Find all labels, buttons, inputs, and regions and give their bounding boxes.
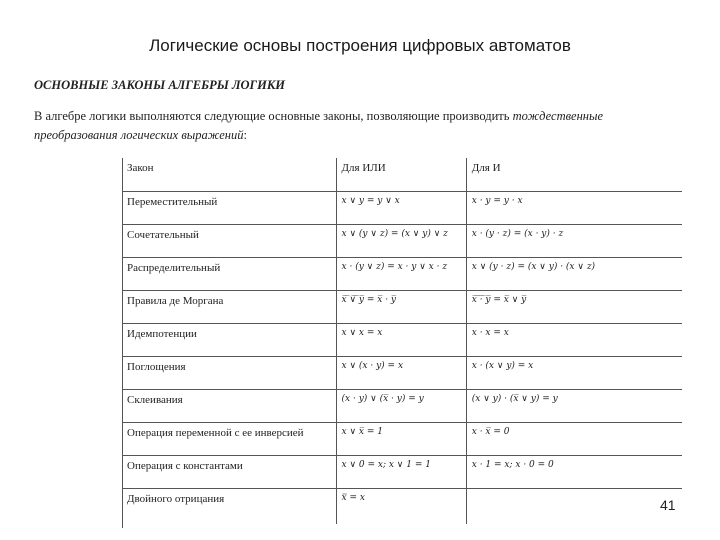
or-formula: x ∨ (x · y) = x — [336, 356, 466, 389]
page-number: 41 — [660, 497, 676, 513]
or-formula: x ∨ x = x — [336, 323, 466, 356]
table-row — [122, 422, 682, 455]
table-header-row — [122, 158, 682, 191]
or-formula: x · (y ∨ z) = x · y ∨ x · z — [336, 257, 466, 290]
and-formula: x · x̅ = 0 — [466, 422, 682, 455]
or-formula: x ∨ x̅ = 1 — [336, 422, 466, 455]
table-row — [122, 224, 682, 257]
law-name: Идемпотенции — [122, 323, 336, 356]
and-formula: x · x = x — [466, 323, 682, 356]
law-name: Распределительный — [122, 257, 336, 290]
table-row — [122, 323, 682, 356]
and-formula: x · (y · z) = (x · y) · z — [466, 224, 682, 257]
table-row — [122, 389, 682, 422]
table-row — [122, 455, 682, 488]
law-name: Правила де Моргана — [122, 290, 336, 323]
law-name: Склеивания — [122, 389, 336, 422]
and-formula: x̅ ̅·̅ ̅y̅ = x̅ ∨ y̅ — [466, 290, 682, 323]
law-name: Двойного отрицания — [122, 488, 336, 524]
or-formula: x̅ ̅∨̅ ̅y̅ = x̅ · y̅ — [336, 290, 466, 323]
header-law: Закон — [122, 158, 336, 191]
law-name: Переместительный — [122, 191, 336, 224]
header-and: Для И — [466, 158, 682, 191]
intro-paragraph — [34, 107, 684, 145]
law-name: Поглощения — [122, 356, 336, 389]
and-formula: x · (x ∨ y) = x — [466, 356, 682, 389]
intro-text: В алгебре логики выполняются следующие основные законы, позволяющие производить — [34, 109, 513, 123]
header-or: Для ИЛИ — [336, 158, 466, 191]
table-row — [122, 356, 682, 389]
law-name: Операция с константами — [122, 455, 336, 488]
table-row — [122, 257, 682, 290]
slide-title: Логические основы построения цифровых автоматов — [149, 36, 571, 55]
law-name: Операция переменной с ее инверсией — [122, 422, 336, 455]
or-formula: x̿ = x — [336, 488, 466, 524]
table-row — [122, 290, 682, 323]
intro-end: : — [243, 128, 247, 142]
laws-table — [122, 158, 682, 524]
and-formula — [466, 488, 682, 524]
or-formula: x ∨ 0 = x; x ∨ 1 = 1 — [336, 455, 466, 488]
table-row — [122, 488, 682, 524]
and-formula: x · y = y · x — [466, 191, 682, 224]
table-row — [122, 191, 682, 224]
and-formula: (x ∨ y) · (x̅ ∨ y) = y — [466, 389, 682, 422]
or-formula: x ∨ (y ∨ z) = (x ∨ y) ∨ z — [336, 224, 466, 257]
section-heading: ОСНОВНЫЕ ЗАКОНЫ АЛГЕБРЫ ЛОГИКИ — [34, 78, 286, 92]
or-formula: x ∨ y = y ∨ x — [336, 191, 466, 224]
and-formula: x · 1 = x; x · 0 = 0 — [466, 455, 682, 488]
law-name: Сочетательный — [122, 224, 336, 257]
intro-emphasis: тождественные преобразования логических выражений — [34, 109, 604, 142]
or-formula: (x · y) ∨ (x̅ · y) = y — [336, 389, 466, 422]
and-formula: x ∨ (y · z) = (x ∨ y) · (x ∨ z) — [466, 257, 682, 290]
